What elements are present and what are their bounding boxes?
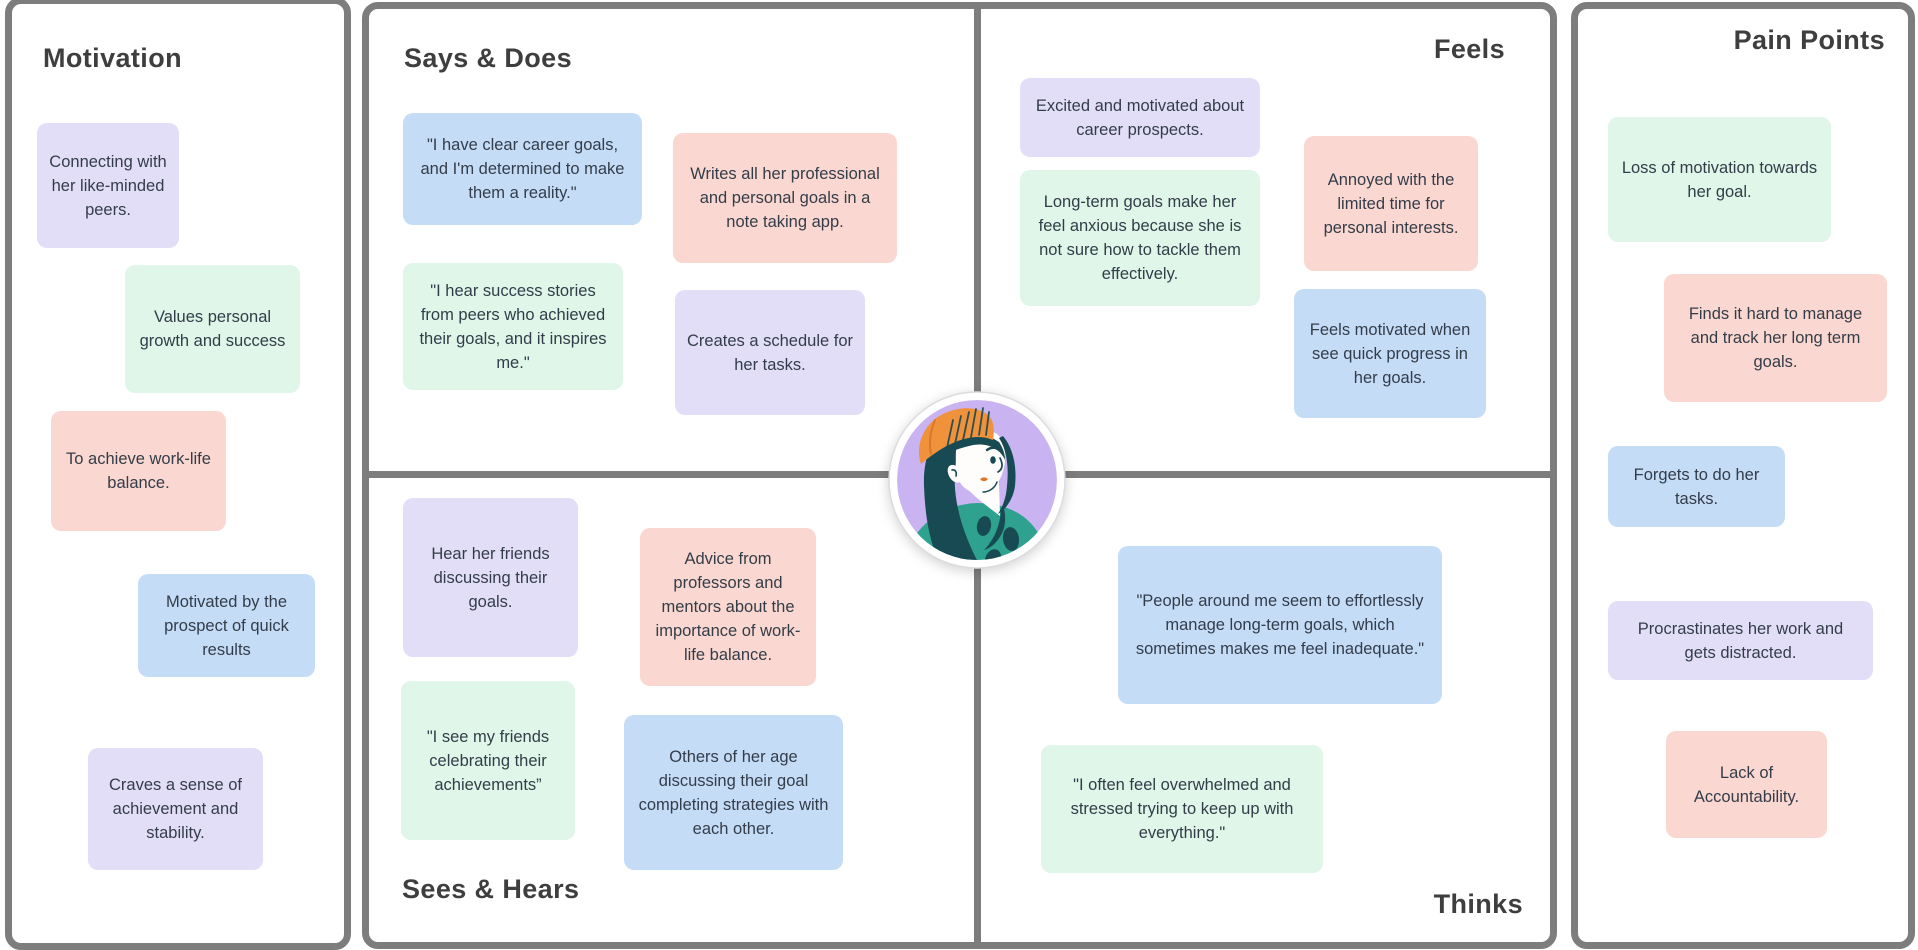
panel-title-thinks: Thinks — [1433, 889, 1523, 919]
sticky-note[interactable]: Others of her age discussing their goal completing strategies with each other. — [624, 715, 843, 870]
sticky-note[interactable]: Creates a schedule for her tasks. — [675, 290, 865, 415]
sticky-note[interactable]: Feels motivated when see quick progress in her goals. — [1294, 289, 1486, 418]
sticky-note[interactable]: To achieve work-life balance. — [51, 411, 226, 531]
panel-title-motivation: Motivation — [43, 43, 182, 73]
sticky-note[interactable]: Finds it hard to manage and track her long term goals. — [1664, 274, 1887, 402]
persona-avatar[interactable] — [887, 390, 1067, 570]
sticky-note[interactable]: Forgets to do her tasks. — [1608, 446, 1785, 527]
sticky-note[interactable]: "I often feel overwhelmed and stressed trying to keep up with everything." — [1041, 745, 1323, 873]
sticky-note[interactable]: Long-term goals make her feel anxious because she is not sure how to tackle them effectively. — [1020, 170, 1260, 306]
sticky-note[interactable]: Advice from professors and mentors about the importance of work-life balance. — [640, 528, 816, 686]
panel-title-sees-hears: Sees & Hears — [402, 874, 580, 904]
sticky-note[interactable]: Annoyed with the limited time for personal interests. — [1304, 136, 1478, 271]
sticky-note[interactable]: Motivated by the prospect of quick results — [138, 574, 315, 677]
persona-avatar-illustration — [887, 390, 1067, 570]
sticky-note[interactable]: Excited and motivated about career prospects. — [1020, 78, 1260, 157]
sticky-note[interactable]: Hear her friends discussing their goals. — [403, 498, 578, 657]
sticky-note[interactable]: Values personal growth and success — [125, 265, 300, 393]
panel-title-says-does: Says & Does — [404, 43, 572, 73]
sticky-note[interactable]: Writes all her professional and personal goals in a note taking app. — [673, 133, 897, 263]
sticky-note[interactable]: Connecting with her like-minded peers. — [37, 123, 179, 248]
sticky-note[interactable]: "I see my friends celebrating their achievements” — [401, 681, 575, 840]
sticky-note[interactable]: "I have clear career goals, and I'm determined to make them a reality." — [403, 113, 642, 225]
panel-title-feels: Feels — [1433, 34, 1505, 64]
sticky-note[interactable]: Loss of motivation towards her goal. — [1608, 117, 1831, 242]
sticky-note[interactable]: Lack of Accountability. — [1666, 731, 1827, 838]
sticky-note[interactable]: "I hear success stories from peers who achieved their goals, and it inspires me." — [403, 263, 623, 390]
sticky-note[interactable]: Craves a sense of achievement and stability. — [88, 748, 263, 870]
sticky-note[interactable]: Procrastinates her work and gets distracted. — [1608, 601, 1873, 680]
sticky-note[interactable]: "People around me seem to effortlessly manage long-term goals, which sometimes makes me feel inadequate." — [1118, 546, 1442, 704]
panel-title-pain-points: Pain Points — [1733, 25, 1885, 55]
